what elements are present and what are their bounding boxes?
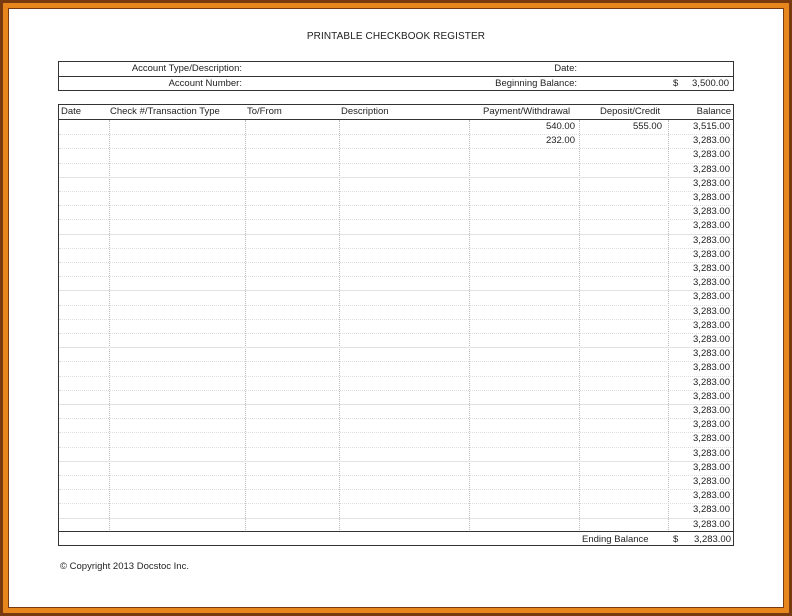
balance-cell: 3,283.00 — [693, 405, 730, 416]
header-divider — [59, 76, 733, 77]
column-header-to-from: To/From — [247, 106, 282, 117]
payment-cell: 540.00 — [545, 121, 575, 132]
balance-cell: 3,283.00 — [693, 447, 730, 459]
payment-cell: 232.00 — [545, 135, 575, 147]
column-divider — [579, 120, 580, 532]
row-divider — [59, 163, 733, 164]
account-header-box — [58, 61, 734, 91]
balance-cell: 3,283.00 — [693, 504, 730, 516]
column-header-check-type: Check #/Transaction Type — [110, 106, 220, 117]
row-divider — [59, 305, 733, 306]
row-divider — [59, 376, 733, 377]
row-divider — [59, 390, 733, 391]
balance-cell: 3,283.00 — [693, 135, 730, 147]
row-divider — [59, 177, 733, 178]
balance-cell: 3,283.00 — [693, 149, 730, 161]
row-divider — [59, 262, 733, 263]
row-divider — [59, 404, 733, 405]
balance-cell: 3,283.00 — [693, 490, 730, 502]
row-divider — [59, 489, 733, 490]
row-divider — [59, 333, 733, 334]
balance-cell: 3,283.00 — [693, 319, 730, 331]
row-divider — [59, 134, 733, 135]
row-divider — [59, 461, 733, 462]
balance-cell: 3,283.00 — [693, 461, 730, 473]
balance-cell: 3,283.00 — [693, 248, 730, 260]
row-divider — [59, 319, 733, 320]
column-header-date: Date — [61, 106, 82, 117]
balance-cell: 3,283.00 — [693, 476, 730, 487]
copyright-notice: © Copyright 2013 Docstoc Inc. — [60, 561, 189, 572]
beginning-balance-label: Beginning Balance: — [495, 78, 577, 89]
ending-balance-currency: $ — [673, 534, 679, 545]
row-divider — [59, 290, 733, 291]
column-divider — [339, 120, 340, 532]
column-header-deposit: Deposit/Credit — [600, 106, 661, 117]
page-title: PRINTABLE CHECKBOOK REGISTER — [306, 31, 486, 42]
row-divider — [59, 205, 733, 206]
column-divider — [668, 120, 669, 532]
column-divider — [109, 120, 110, 532]
row-divider — [59, 148, 733, 149]
row-divider — [59, 276, 733, 277]
deposit-cell: 555.00 — [632, 121, 662, 132]
row-divider — [59, 361, 733, 362]
column-header-payment: Payment/Withdrawal — [483, 106, 571, 117]
row-divider — [59, 475, 733, 476]
balance-cell: 3,283.00 — [693, 206, 730, 218]
row-divider — [59, 518, 733, 519]
balance-cell: 3,283.00 — [693, 234, 730, 246]
balance-cell: 3,283.00 — [693, 334, 730, 345]
beginning-balance-currency: $ — [673, 78, 679, 89]
balance-cell: 3,283.00 — [693, 305, 730, 317]
balance-cell: 3,283.00 — [693, 376, 730, 388]
ending-balance-value: 3,283.00 — [694, 534, 731, 545]
beginning-balance-value: 3,500.00 — [692, 78, 729, 89]
row-divider — [59, 191, 733, 192]
balance-cell: 3,283.00 — [693, 518, 730, 530]
balance-cell: 3,283.00 — [693, 291, 730, 303]
row-divider — [59, 432, 733, 433]
column-header-description: Description — [341, 106, 389, 117]
balance-cell: 3,283.00 — [693, 362, 730, 374]
row-divider — [59, 447, 733, 448]
balance-cell: 3,283.00 — [693, 192, 730, 203]
column-divider — [245, 120, 246, 532]
balance-cell: 3,283.00 — [693, 390, 730, 402]
register-table — [58, 104, 734, 546]
row-divider — [59, 248, 733, 249]
balance-cell: 3,515.00 — [693, 121, 730, 132]
column-header-balance: Balance — [696, 106, 731, 117]
balance-cell: 3,283.00 — [693, 263, 730, 274]
balance-cell: 3,283.00 — [693, 163, 730, 175]
date-label: Date: — [554, 63, 577, 74]
account-type-label: Account Type/Description: — [131, 63, 242, 74]
row-divider — [59, 219, 733, 220]
table-header-divider — [59, 119, 733, 120]
row-divider — [59, 503, 733, 504]
balance-cell: 3,283.00 — [693, 177, 730, 189]
column-divider — [469, 120, 470, 532]
balance-cell: 3,283.00 — [693, 433, 730, 445]
row-divider — [59, 418, 733, 419]
table-footer-divider — [59, 531, 733, 532]
balance-cell: 3,283.00 — [693, 348, 730, 360]
account-number-label: Account Number: — [168, 78, 242, 89]
row-divider — [59, 234, 733, 235]
balance-cell: 3,283.00 — [693, 419, 730, 431]
balance-cell: 3,283.00 — [693, 220, 730, 232]
ending-balance-label: Ending Balance — [582, 534, 649, 545]
balance-cell: 3,283.00 — [693, 277, 730, 289]
row-divider — [59, 347, 733, 348]
